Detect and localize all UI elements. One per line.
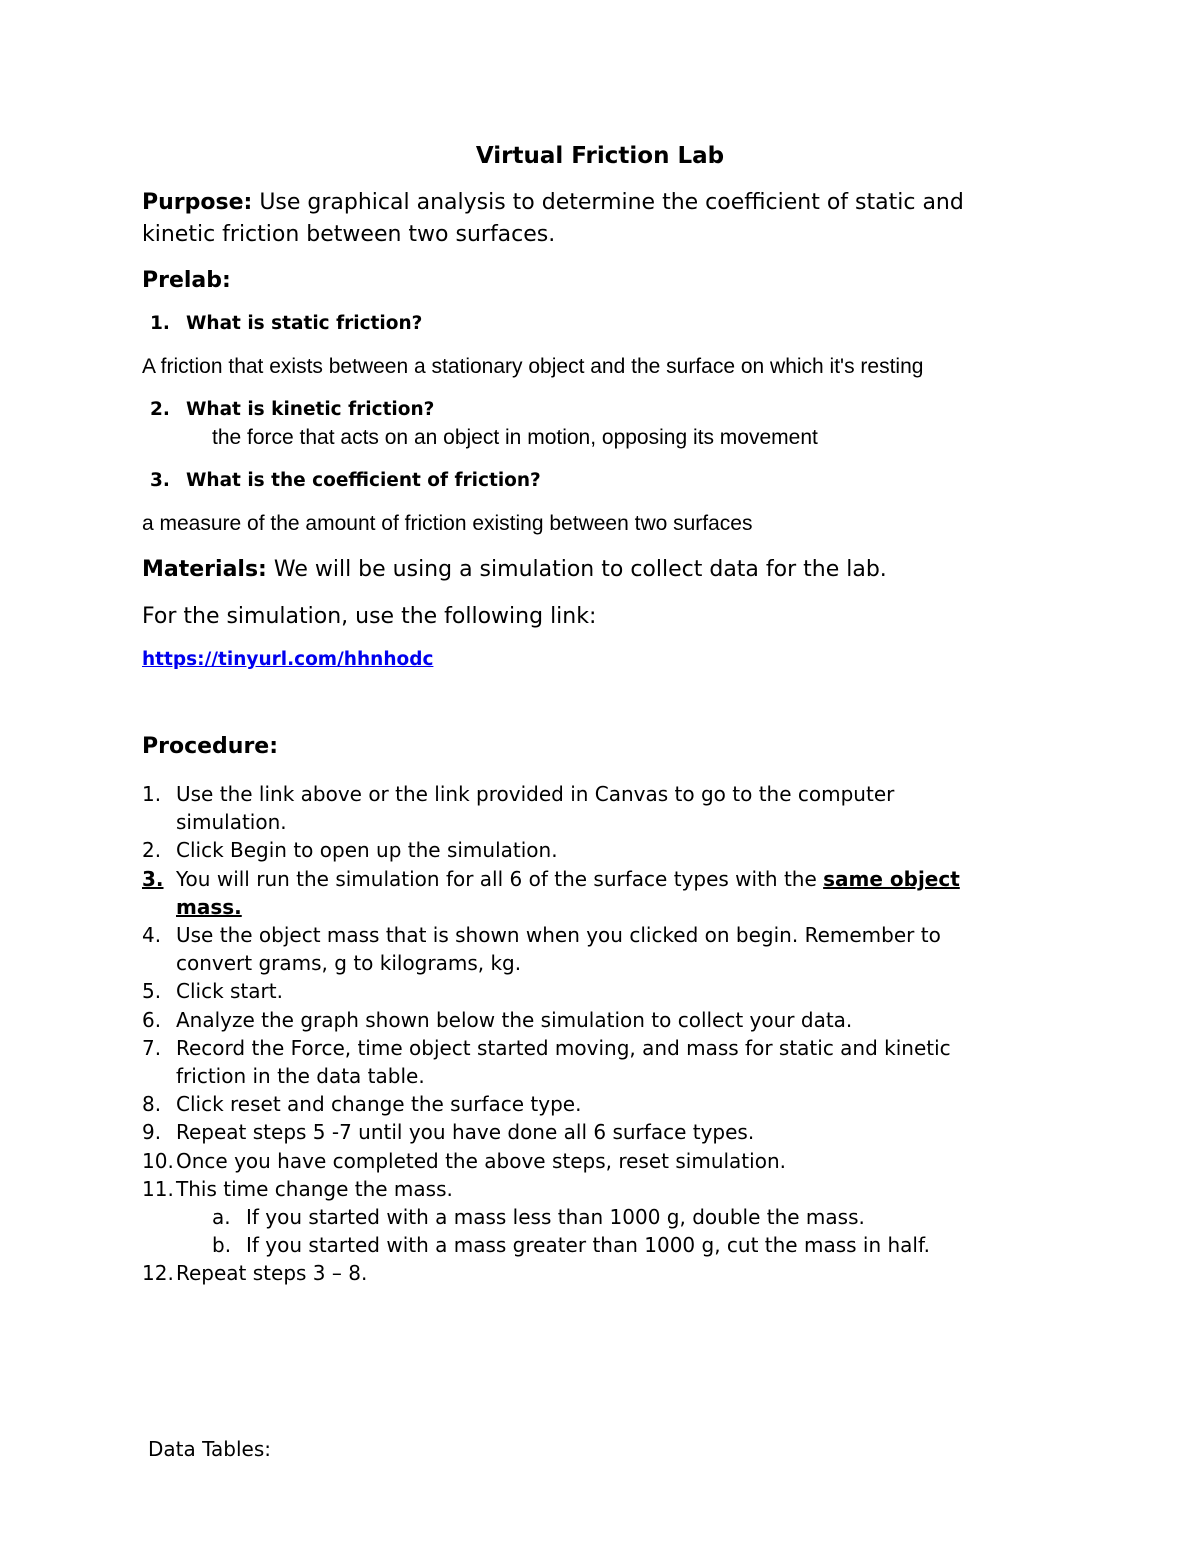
- step-text: friction in the data table.: [176, 1063, 425, 1088]
- step-text: simulation.: [176, 810, 287, 835]
- step-text: Use the link above or the link provided in Canvas to go to the computer: [176, 782, 895, 806]
- step-text: If you started with a mass greater than 1000 g, cut the mass in half.: [246, 1233, 930, 1258]
- step-text: If you started with a mass less than 1000 g, double the mass.: [246, 1205, 865, 1229]
- substep-letter: b.: [212, 1233, 232, 1258]
- step-text: Use the object mass that is shown when you clicked on begin. Remember to: [176, 923, 941, 947]
- step-text: convert grams, g to kilograms, kg.: [176, 951, 522, 976]
- step-number: 9.: [142, 1120, 162, 1145]
- step-text-part: You will run the simulation for all 6 of the surface types with the: [176, 866, 824, 891]
- prelab-answer-3: a measure of the amount of friction existing between two surfaces: [142, 512, 753, 535]
- prelab-question-2-num: 2.: [150, 399, 170, 420]
- step-number: 2.: [142, 838, 162, 863]
- purpose-line-1: [142, 190, 964, 215]
- substep-letter: a.: [212, 1205, 231, 1229]
- materials-label: Materials:: [142, 557, 267, 582]
- page-title: Virtual Friction Lab: [475, 143, 725, 169]
- procedure-heading: Procedure:: [142, 734, 279, 759]
- prelab-answer-1: A friction that exists between a stationary object and the surface on which it's resting: [142, 355, 924, 378]
- step-number: 8.: [142, 1092, 162, 1117]
- emphasis-same-object: same object: [823, 866, 960, 891]
- prelab-question-1-num: 1.: [150, 313, 170, 334]
- step-number: 6.: [142, 1007, 162, 1032]
- prelab-question-2: What is kinetic friction?: [186, 399, 435, 420]
- step-text: Record the Force, time object started moving, and mass for static and kinetic: [176, 1035, 951, 1060]
- step-text: Click reset and change the surface type.: [176, 1092, 582, 1117]
- step-text: This time change the mass.: [176, 1176, 453, 1201]
- materials-link-intro: For the simulation, use the following link:: [142, 604, 597, 629]
- materials-line: [142, 557, 887, 582]
- step-number: 4.: [142, 923, 162, 947]
- step-number: 3.: [142, 866, 164, 891]
- purpose-label: Purpose:: [142, 190, 253, 215]
- prelab-answer-2: the force that acts on an object in motion, opposing its movement: [212, 426, 818, 449]
- step-number: 11.: [142, 1176, 174, 1201]
- prelab-question-1: What is static friction?: [186, 313, 423, 334]
- step-text: Analyze the graph shown below the simulation to collect your data.: [176, 1007, 853, 1032]
- step-number: 7.: [142, 1035, 162, 1060]
- step-text: [176, 865, 960, 893]
- step-number: 5.: [142, 979, 162, 1004]
- step-number: 1.: [142, 782, 162, 806]
- step-text: Once you have completed the above steps, reset simulation.: [176, 1148, 786, 1173]
- step-text: Repeat steps 3 – 8.: [176, 1261, 368, 1286]
- step-text: Repeat steps 5 -7 until you have done all 6 surface types.: [176, 1120, 755, 1145]
- step-number: 10.: [142, 1148, 174, 1173]
- prelab-heading: Prelab:: [142, 268, 231, 293]
- purpose-text-1: Use graphical analysis to determine the coefficient of static and: [259, 190, 964, 215]
- prelab-question-3: What is the coefficient of friction?: [186, 470, 541, 491]
- purpose-text-2: kinetic friction between two surfaces.: [142, 222, 556, 247]
- step-text: Click Begin to open up the simulation.: [176, 838, 558, 863]
- simulation-link[interactable]: https://tinyurl.com/hhnhodc: [142, 649, 434, 670]
- step-number: 12.: [142, 1261, 174, 1286]
- emphasis-mass: mass.: [176, 894, 242, 919]
- prelab-question-3-num: 3.: [150, 470, 170, 491]
- materials-text: We will be using a simulation to collect data for the lab.: [273, 557, 887, 582]
- step-text: Click start.: [176, 979, 283, 1004]
- data-tables-heading: Data Tables:: [148, 1437, 271, 1461]
